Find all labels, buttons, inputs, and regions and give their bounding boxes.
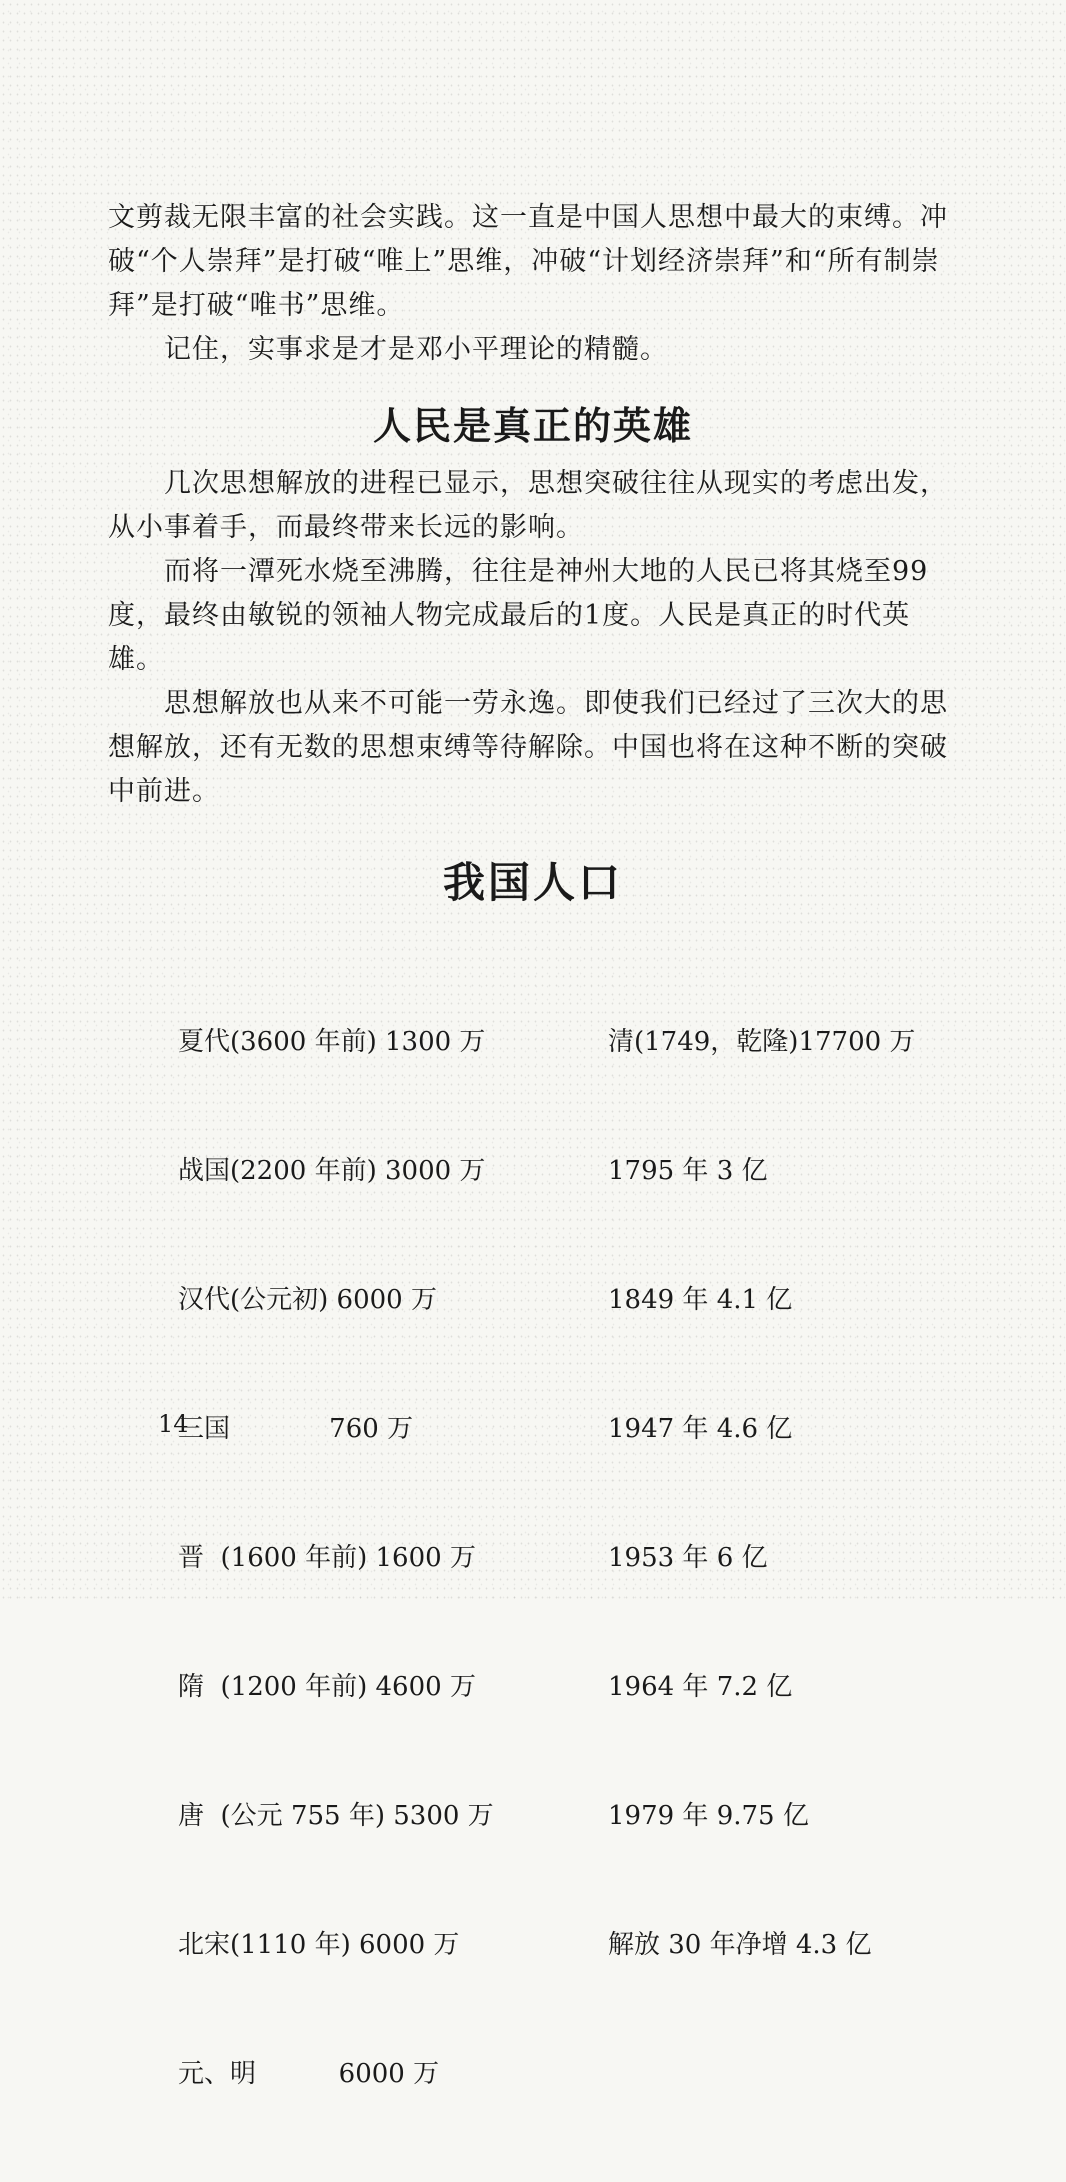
population-entry: 1953 年 6 亿 <box>608 1543 768 1573</box>
section-heading-heroes: 人民是真正的英雄 <box>372 404 693 448</box>
population-list-right <box>608 935 915 2053</box>
population-entry: 1979 年 9.75 亿 <box>608 1801 809 1831</box>
population-entry: 北宋(1110 年) 6000 万 <box>178 1930 460 1960</box>
intro-conclusion: 记住，实事求是才是邓小平理论的精髓。 <box>164 334 668 365</box>
page-number: 14 <box>158 1410 189 1438</box>
heroes-paragraph-3: 思想解放也从来不可能一劳永逸。即使我们已经过了三次大的思想解放，还有无数的思想束缚等待解除。中国也将在这种不断的突破中前进。 <box>108 688 948 807</box>
population-entry: 夏代(3600 年前) 1300 万 <box>178 1027 486 1057</box>
section-heading-population: 我国人口 <box>442 858 623 907</box>
population-entry: 战国(2200 年前) 3000 万 <box>178 1156 486 1186</box>
population-entry: 汉代(公元初) 6000 万 <box>178 1285 437 1315</box>
population-entry: 唐 (公元 755 年) 5300 万 <box>178 1801 494 1831</box>
population-entry: 清(1749，乾隆)17700 万 <box>608 1027 916 1057</box>
population-entry: 1947 年 4.6 亿 <box>608 1414 793 1444</box>
population-entry: 隋 (1200 年前) 4600 万 <box>178 1672 476 1702</box>
population-entry: 1849 年 4.1 亿 <box>608 1285 793 1315</box>
population-entry: 1964 年 7.2 亿 <box>608 1672 793 1702</box>
population-entry: 三国 760 万 <box>178 1414 414 1444</box>
population-entry: 元、明 6000 万 <box>178 2059 440 2089</box>
population-entry: 解放 30 年净增 4.3 亿 <box>608 1930 872 1960</box>
population-entry: 1795 年 3 亿 <box>608 1156 768 1186</box>
heroes-paragraph-1: 几次思想解放的进程已显示，思想突破往往从现实的考虑出发，从小事着手，而最终带来长远的影响。 <box>108 468 948 543</box>
heroes-paragraph-2: 而将一潭死水烧至沸腾，往往是神州大地的人民已将其烧至99度，最终由敏锐的领袖人物完成最后的1度。人民是真正的时代英雄。 <box>108 556 929 675</box>
population-list-left <box>178 935 494 2182</box>
population-entry: 晋 (1600 年前) 1600 万 <box>178 1543 476 1573</box>
intro-paragraph: 文剪裁无限丰富的社会实践。这一直是中国人思想中最大的束缚。冲破“个人崇拜”是打破“唯上”思维，冲破“计划经济崇拜”和“所有制崇拜”是打破“唯书”思维。 <box>108 202 948 321</box>
